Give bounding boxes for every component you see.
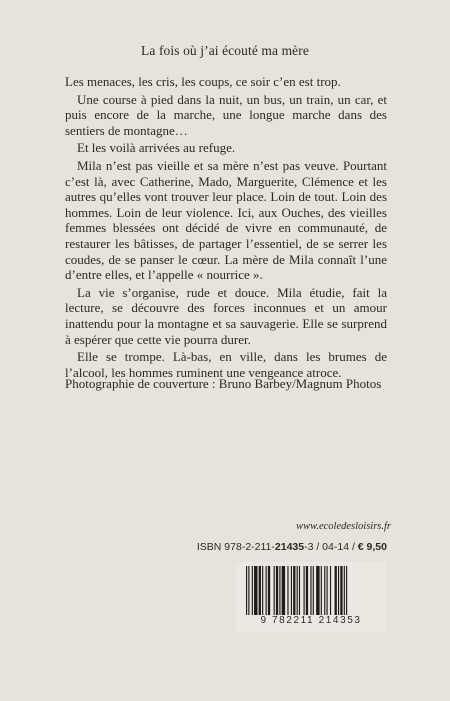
blurb-paragraph: Les menaces, les cris, les coups, ce soir c’en est trop.: [65, 74, 341, 89]
barcode-digits: 9 782211 214353: [236, 615, 386, 626]
isbn-prefix: ISBN 978-2-211-: [196, 541, 275, 553]
barcode-bar: [248, 566, 249, 616]
barcode-bar: [304, 566, 305, 616]
blurb-paragraph: Une course à pied dans la nuit, un bus, un train, un car, et puis encore de la marche, une longue marche dans des sentiers de montagne…: [65, 91, 387, 138]
barcode-bar: [310, 566, 311, 616]
barcode-bar: [324, 566, 325, 616]
barcode-bar: [313, 566, 314, 616]
barcode-bar: [274, 566, 275, 616]
barcode-bar: [262, 566, 263, 616]
blurb-paragraph: Et les voilà arrivées au refuge.: [77, 140, 236, 156]
barcode-bar: [268, 566, 270, 616]
barcode-bar: [293, 566, 295, 616]
book-title: La fois où j’ai écouté ma mère: [141, 43, 309, 58]
barcode-bar: [316, 566, 319, 616]
blurb-paragraph: Elle se trompe. Là-bas, en ville, dans les brumes de l’alcool, les hommes ruminent une vengeance atroce.: [65, 349, 387, 380]
blurb-paragraph: La vie s’organise, rude et douce. Mila étudie, fait la lecture, se découvre des forces inconnues et un amour inattendu pour la montagne et sa sauvagerie. Elle se surprend à espérer que cette vie pourra durer.: [65, 284, 387, 347]
barcode-bar: [335, 566, 337, 616]
barcode-bar: [282, 566, 285, 616]
barcode-bar: [330, 566, 331, 616]
isbn-suffix: -3 / 04-14 /: [304, 541, 358, 553]
barcode-bar: [299, 566, 300, 616]
barcode-bar: [254, 566, 257, 616]
barcode-bar: [344, 566, 345, 616]
barcode-bar: [340, 566, 342, 616]
barcode-bar: [287, 566, 288, 616]
isbn-line: [0, 541, 387, 553]
barcode-bar: [297, 566, 298, 616]
barcode-bar: [346, 566, 347, 616]
barcode-bar: [266, 566, 267, 616]
barcode-bar: [276, 566, 278, 616]
price: € 9,50: [357, 541, 387, 553]
blurb: [65, 74, 387, 382]
barcode-bar: [246, 566, 247, 616]
barcode-bar: [338, 566, 339, 616]
barcode-bars: [236, 562, 386, 618]
photo-credit: Photographie de couverture : Bruno Barbey/Magnum Photos: [65, 376, 382, 391]
barcode-bar: [291, 566, 292, 616]
barcode-bar: [327, 566, 328, 616]
blurb-paragraph: Mila n’est pas vieille et sa mère n’est pas veuve. Pourtant c’est là, avec Catherine, Mado, Marguerite, Clémence et les autres qu’elles vont trouver leur place. Loin de tout. Loin des hommes. Loin de leur violence. Ici, aux Ouches, des vieilles femmes blessées ont décidé de vivre en communauté, de restaurer les bâtisses, de partager l’essentiel, de se serrer les coudes, de se panser le cœur. La mère de Mila connaît l’une d’entre elles, et l’appelle « nourrice ».: [65, 157, 387, 283]
barcode-bar: [321, 566, 322, 616]
barcode-bar: [252, 566, 253, 616]
publisher-website: www.ecoledesloisirs.fr: [296, 521, 391, 532]
barcode-bar: [259, 566, 261, 616]
barcode-bar: [279, 566, 280, 616]
barcode-bar: [306, 566, 308, 616]
isbn-bold: 21435: [274, 541, 305, 553]
